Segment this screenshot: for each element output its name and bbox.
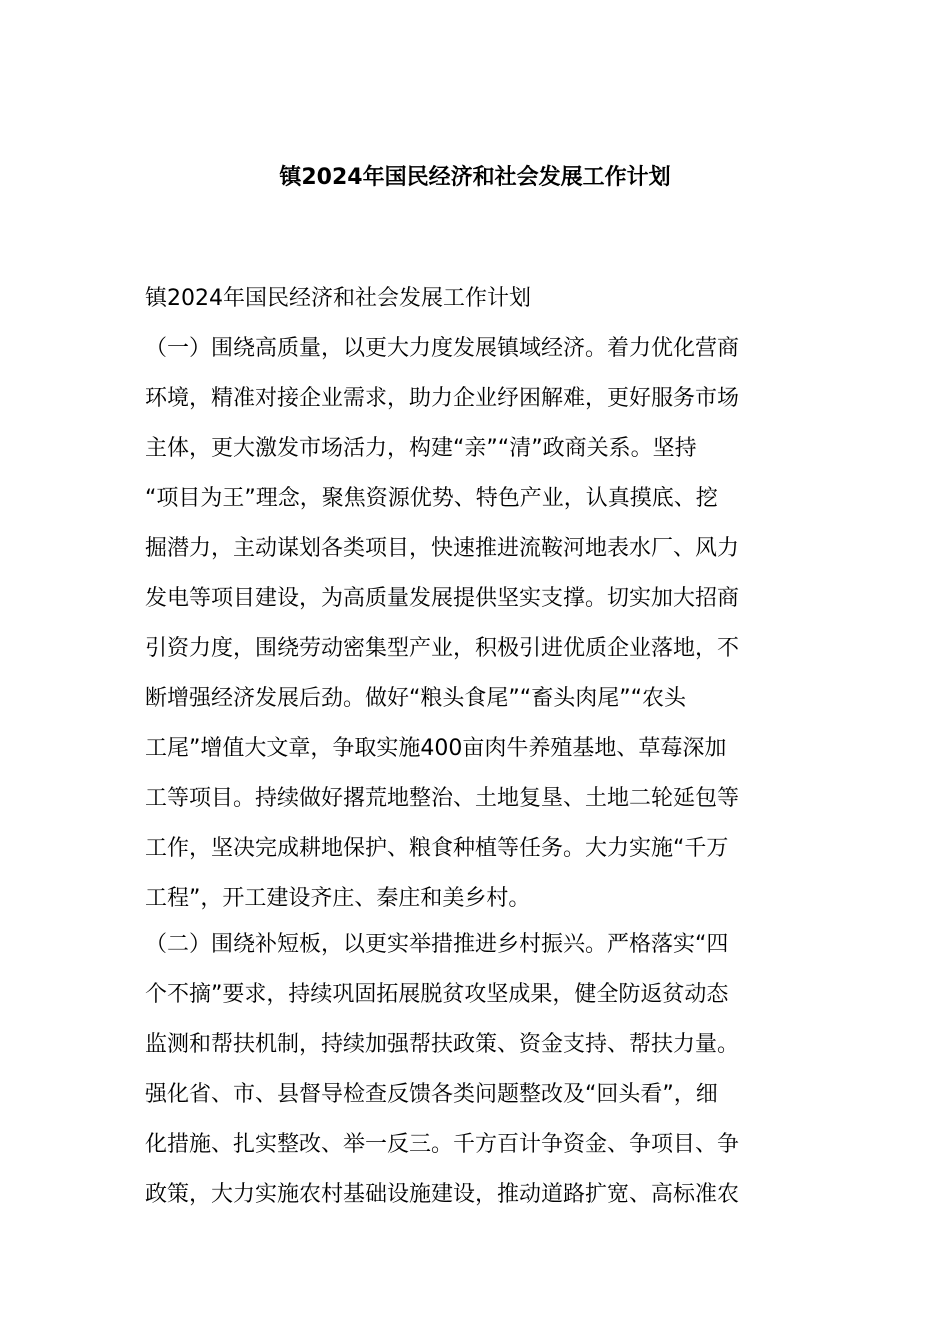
paragraph-line: 强化省、市、县督导检查反馈各类问题整改及“回头看”，细 (145, 1082, 718, 1107)
document-title: 镇2024年国民经济和社会发展工作计划 (279, 165, 671, 190)
paragraph-line: 发电等项目建设，为高质量发展提供坚实支撑。切实加大招商 (145, 586, 740, 611)
paragraph-line: 工作，坚决完成耕地保护、粮食种植等任务。大力实施“千万 (145, 836, 729, 861)
heading-text: 镇2024年国民经济和社会发展工作计划 (145, 286, 531, 311)
paragraph-line: 主体，更大激发市场活力，构建“亲”“清”政商关系。坚持 (145, 436, 697, 461)
paragraph-line: 监测和帮扶机制，持续加强帮扶政策、资金支持、帮扶力量。 (145, 1032, 740, 1057)
paragraph-line: 工尾”增值大文章，争取实施400亩肉牛养殖基地、草莓深加 (145, 736, 727, 761)
paragraph-line: 政策，大力实施农村基础设施建设，推动道路扩宽、高标准农 (145, 1182, 740, 1207)
paragraph-line: 工程”，开工建设齐庄、秦庄和美乡村。 (145, 886, 531, 911)
paragraph-line: （一）围绕高质量，以更大力度发展镇域经济。着力优化营商 (145, 336, 740, 361)
paragraph-line: 断增强经济发展后劲。做好“粮头食尾”“畜头肉尾”“农头 (145, 686, 686, 711)
paragraph-1 (145, 324, 810, 924)
paragraph-line: 掘潜力，主动谋划各类项目，快速推进流鞍河地表水厂、风力 (145, 536, 740, 561)
paragraph-line: 工等项目。持续做好撂荒地整治、土地复垦、土地二轮延包等 (145, 786, 740, 811)
paragraph-line: 引资力度，围绕劳动密集型产业，积极引进优质企业落地，不 (145, 636, 740, 661)
paragraph-line: 环境，精准对接企业需求，助力企业纾困解难，更好服务市场 (145, 386, 740, 411)
paragraph-line: 化措施、扎实整改、举一反三。千方百计争资金、争项目、争 (145, 1132, 740, 1157)
paragraph-line: “项目为王”理念，聚焦资源优势、特色产业，认真摸底、挖 (145, 486, 718, 511)
paragraph-line: （二）围绕补短板，以更实举措推进乡村振兴。严格落实“四 (145, 932, 729, 957)
paragraph-2 (145, 920, 810, 1220)
section-heading (145, 274, 810, 324)
paragraph-line: 个不摘”要求，持续巩固拓展脱贫攻坚成果，健全防返贫动态 (145, 982, 729, 1007)
